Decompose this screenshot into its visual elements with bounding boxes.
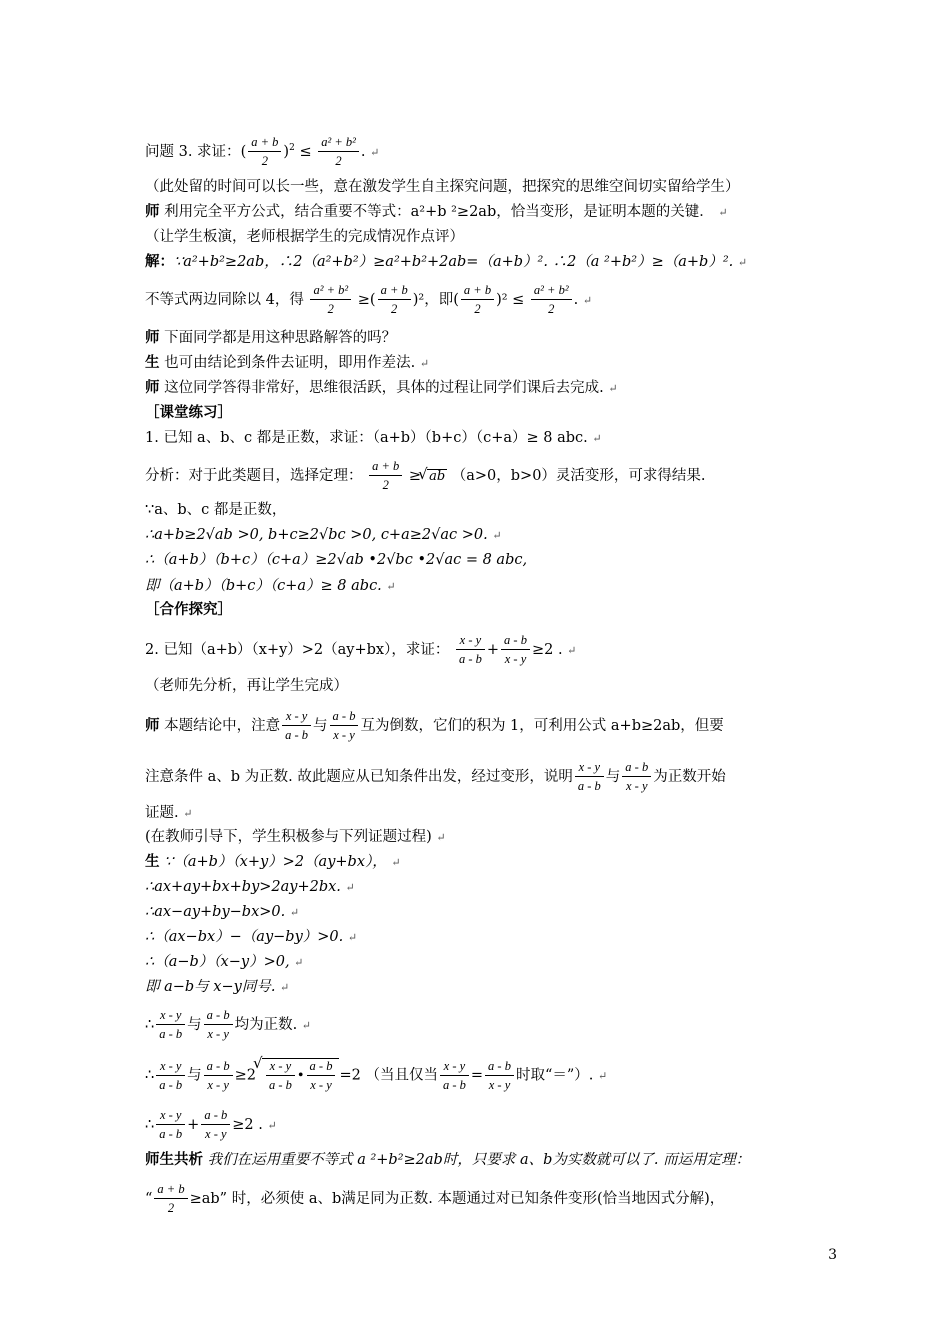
fraction: $\frac{x - y}{a - b}$ (575, 760, 604, 794)
positive-text: ∵a、b、c 都是正数， (145, 502, 287, 518)
section-heading-explore: ［合作探究］ (145, 602, 232, 618)
fraction: $\frac{\text{a² + b²}}{2}$ (318, 135, 359, 169)
therefore-sign: ∴ (145, 1067, 155, 1084)
equals-two-text: =2 （当且仅当 (339, 1067, 438, 1084)
fraction: $\frac{a + b}{2}$ (154, 1182, 187, 1216)
proof-text: ∴ax−ay+by−bx>0. (145, 904, 286, 920)
proof-step-7: ∴ $\frac{x - y}{a - b}$ 与 $\frac{a - b}{x - y}$ ≥2 √ $\frac{x - y}{a - b}$ • $\frac{a - b}{x - y}$ =2 （当且仅当 $\frac{x - y}{a - b}$ = $\frac{a - b}{x - y}$ 时取“＝”）. ↵ (145, 1058, 840, 1093)
step-line-3: 即（a+b）（b+c）（c+a）≥ 8 abc. ↵ (145, 578, 396, 594)
role-label: 师 (145, 380, 160, 396)
teacher-text: 下面同学都是用这种思路解答的吗？ (159, 330, 397, 346)
geq-two: ≥2 . (232, 1117, 263, 1133)
fraction: $\frac{a - b}{x - y}$ (204, 1059, 233, 1093)
joint-analysis-line (145, 1150, 840, 1170)
fraction: $\frac{a + b}{2}$ (378, 283, 411, 317)
student-line-2: 生 ∵（a+b）（x+y）>2（ay+bx）， ↵ (145, 854, 401, 870)
fraction: $\frac{a + b}{2}$ (248, 135, 281, 169)
note-text: （此处留的时间可以长一些，意在激发学生自主探究问题，把探究的思维空间切实留给学生） (145, 179, 740, 195)
proof-text: 均为正数. (234, 1017, 298, 1033)
positive-line (145, 500, 840, 520)
fraction: $\frac{\text{a² + b²}}{2}$ (531, 283, 572, 317)
divide-text-3: )² ≤ (496, 292, 525, 308)
divide-line: 不等式两边同除以 4，得 $\frac{\text{a² + b²}}{2}$ ≥( $\frac{a + b}{2}$ )²，即( $\frac{a + b}{2}$ )² ≤ $\frac{\text{a² + b²}}{2}$ . ↵ (145, 283, 593, 316)
teacher-line-5 (145, 760, 840, 794)
problem-3-line: 问题 3. 求证：( $\frac{a + b}{2}$ )$^2$ ≤ $\frac{\text{a² + b²}}{2}$ . ↵ (145, 135, 380, 168)
fraction: $\frac{a + b}{2}$ (369, 459, 402, 493)
divide-text-2: )²，即( (412, 292, 459, 308)
teacher-line-3: 师 这位同学答得非常好，思维很活跃，具体的过程让同学们课后去完成. ↵ (145, 380, 618, 396)
teacher-line-2 (145, 328, 840, 348)
proof-text: ∴ax+ay+bx+by>2ay+2bx. (145, 879, 341, 895)
solution-line: 解：∵a²+b²≥2ab，∴2（a²+b²）≥a²+b²+2ab=（a+b）². ∴2（a ²+b²）≥（a+b）². ↵ (145, 254, 748, 270)
role-label: 解： (145, 254, 174, 270)
teacher-text: 本题结论中，注意 (159, 718, 281, 734)
and-text: 与 (605, 769, 621, 785)
step-line-2 (145, 550, 840, 570)
fraction: $\frac{x - y}{a - b}$ (456, 633, 485, 667)
fraction: $\frac{a - b}{x - y}$ (330, 709, 359, 743)
fraction: $\frac{a - b}{x - y}$ (485, 1059, 514, 1093)
teacher-text: 注意条件 a、b 为正数. 故此题应从已知条件出发，经过变形，说明 (145, 769, 573, 785)
analysis-text: 我们在运用重要不等式 a ²+b²≥2ab时，只要求 a、b为实数就可以了. 而运用定理： (203, 1152, 751, 1168)
page-number: 3 (828, 1247, 837, 1263)
proof-step-2: ∴ax−ay+by−bx>0. ↵ (145, 904, 300, 920)
fraction: $\frac{x - y}{a - b}$ (440, 1059, 469, 1093)
proof-step-1: ∴ax+ay+bx+by>2ay+2bx. ↵ (145, 879, 355, 895)
teacher-note (145, 676, 840, 696)
instruction-line (145, 227, 840, 247)
role-label: 生 (145, 854, 160, 870)
analysis-text: 分析：对于此类题目，选择定理： (145, 468, 363, 484)
teacher-text-2: 互为倒数，它们的积为 1，可利用公式 a+b≥2ab，但要 (360, 718, 724, 734)
role-label: 师 (145, 718, 160, 734)
and-text: 与 (187, 1067, 202, 1084)
teacher-note-text: （老师先分析，再让学生完成） (145, 678, 348, 694)
proof-start-line: 证题. ↵ (145, 805, 193, 821)
teacher-text: 这位同学答得非常好，思维很活跃，具体的过程让同学们课后去完成. (159, 380, 604, 396)
proof-text: 时取“＝”）. (515, 1067, 594, 1084)
proof-text: ∴（ax−bx）−（ay−by）>0. (145, 929, 344, 945)
step-text: ∴a+b≥2√ab >0, b+c≥2√bc >0, c+a≥2√ac >0. (145, 527, 488, 543)
joint-analysis-line-2 (145, 1182, 840, 1216)
instruction-text: （让学生板演，老师根据学生的完成情况作点评） (145, 229, 464, 245)
step-text: 即（a+b）（b+c）（c+a）≥ 8 abc. (145, 578, 382, 594)
proof-step-8: ∴ $\frac{x - y}{a - b}$ + $\frac{a - b}{x - y}$ ≥2 . ↵ (145, 1108, 277, 1141)
leq-sign: ≤ (299, 144, 312, 160)
therefore-sign: ∴ (145, 1117, 155, 1133)
sqrt-product: √ $\frac{x - y}{a - b}$ • $\frac{a - b}{x - y}$ (262, 1058, 340, 1093)
analysis-line: 分析：对于此类题目，选择定理： $\frac{a + b}{2}$ ≥√ ab （a>0，b>0）灵活变形，可求得结果. (145, 459, 840, 493)
fraction: $\frac{a - b}{x - y}$ (501, 633, 530, 667)
fraction: $\frac{a - b}{x - y}$ (204, 1008, 233, 1042)
student-line-1: 生 也可由结论到条件去证明，即用作差法. ↵ (145, 355, 430, 371)
quote-open: “ (145, 1191, 153, 1207)
problem-3-label: 问题 3. 求证： (145, 144, 241, 160)
analysis-text: ≥ab” 时，必须使 a、b满足同为正数. 本题通过对已知条件变形(恰当地因式分解)， (189, 1191, 725, 1207)
equals-sign: = (470, 1067, 484, 1084)
geq-two: ≥2 (234, 1067, 256, 1084)
and-text: 与 (313, 718, 328, 734)
fraction: $\frac{x - y}{a - b}$ (156, 1008, 185, 1042)
teacher-text-2: 为正数开始 (653, 769, 726, 785)
exercise-1-line: 1. 已知 a、b、c 都是正数，求证：（a+b）（b+c）（c+a）≥ 8 abc. ↵ (145, 430, 602, 446)
role-label: 师 (145, 330, 160, 346)
fraction: $\frac{a - b}{x - y}$ (201, 1108, 230, 1142)
student-text: ∵（a+b）（x+y）>2（ay+bx）， (159, 854, 387, 870)
section-heading-practice: ［课堂练习］ (145, 405, 232, 421)
guide-line: (在教师引导下，学生积极参与下列证题过程) ↵ (145, 829, 446, 845)
fraction: $\frac{x - y}{a - b}$ (282, 709, 311, 743)
proof-text: 即 a−b与 x−y同号. (145, 979, 276, 995)
proof-step-4: ∴（a−b）（x−y）>0, ↵ (145, 954, 304, 970)
step-line-1: ∴a+b≥2√ab >0, b+c≥2√bc >0, c+a≥2√ac >0. ↵ (145, 527, 502, 543)
role-label: 生 (145, 355, 160, 371)
step-text: ∴（a+b）（b+c）（c+a）≥2√ab •2√bc •2√ac = 8 abc, (145, 552, 528, 568)
fraction: $\frac{a + b}{2}$ (461, 283, 494, 317)
exercise-text: 1. 已知 a、b、c 都是正数，求证：（a+b）（b+c）（c+a）≥ 8 abc. (145, 430, 588, 446)
sqrt-ab: √ ab (427, 469, 447, 484)
role-label: 师 (145, 204, 160, 220)
proof-start-text: 证题. (145, 805, 179, 821)
proof-step-5: 即 a−b与 x−y同号. ↵ (145, 979, 290, 995)
geq-sign: ≥( (357, 292, 376, 308)
teacher-line-1: 师 利用完全平方公式，结合重要不等式：a²+b ²≥2ab，恰当变形，是证明本题的关键． ↵ (145, 204, 728, 220)
student-text: 也可由结论到条件去证明，即用作差法. (159, 355, 416, 371)
fraction: $\frac{\text{a² + b²}}{2}$ (310, 283, 351, 317)
exercise-2-line: 2. 已知（a+b）（x+y）>2（ay+bx），求证： $\frac{x - y}{a - b}$ + $\frac{a - b}{x - y}$ ≥2 . ↵ (145, 633, 577, 666)
proof-step-6: ∴ $\frac{x - y}{a - b}$ 与 $\frac{a - b}{x - y}$ 均为正数. ↵ (145, 1008, 312, 1041)
fraction: $\frac{x - y}{a - b}$ (156, 1059, 185, 1093)
proof-step-3: ∴（ax−bx）−（ay−by）>0. ↵ (145, 929, 358, 945)
analysis-text-2: （a>0，b>0）灵活变形，可求得结果. (451, 468, 706, 484)
divide-text: 不等式两边同除以 4，得 (145, 292, 304, 308)
role-label: 师生共析 (145, 1152, 203, 1168)
teacher-line-4 (145, 709, 840, 743)
fraction: $\frac{x - y}{a - b}$ (156, 1108, 185, 1142)
exercise-text: 2. 已知（a+b）（x+y）>2（ay+bx），求证： (145, 642, 450, 658)
geq-two: ≥2 . (531, 642, 563, 658)
proof-text: ∴（a−b）（x−y）>0, (145, 954, 290, 970)
teacher-text: 利用完全平方公式，结合重要不等式：a²+b ²≥2ab，恰当变形，是证明本题的关键． (159, 204, 714, 220)
guide-text: (在教师引导下，学生积极参与下列证题过程) (145, 829, 432, 845)
therefore-sign: ∴ (145, 1017, 155, 1033)
solution-text: ∵a²+b²≥2ab，∴2（a²+b²）≥a²+b²+2ab=（a+b）². ∴2（a ²+b²）≥（a+b）². (174, 254, 734, 270)
note-line (145, 177, 840, 197)
fraction: $\frac{a - b}{x - y}$ (622, 760, 651, 794)
and-text: 与 (187, 1017, 202, 1033)
